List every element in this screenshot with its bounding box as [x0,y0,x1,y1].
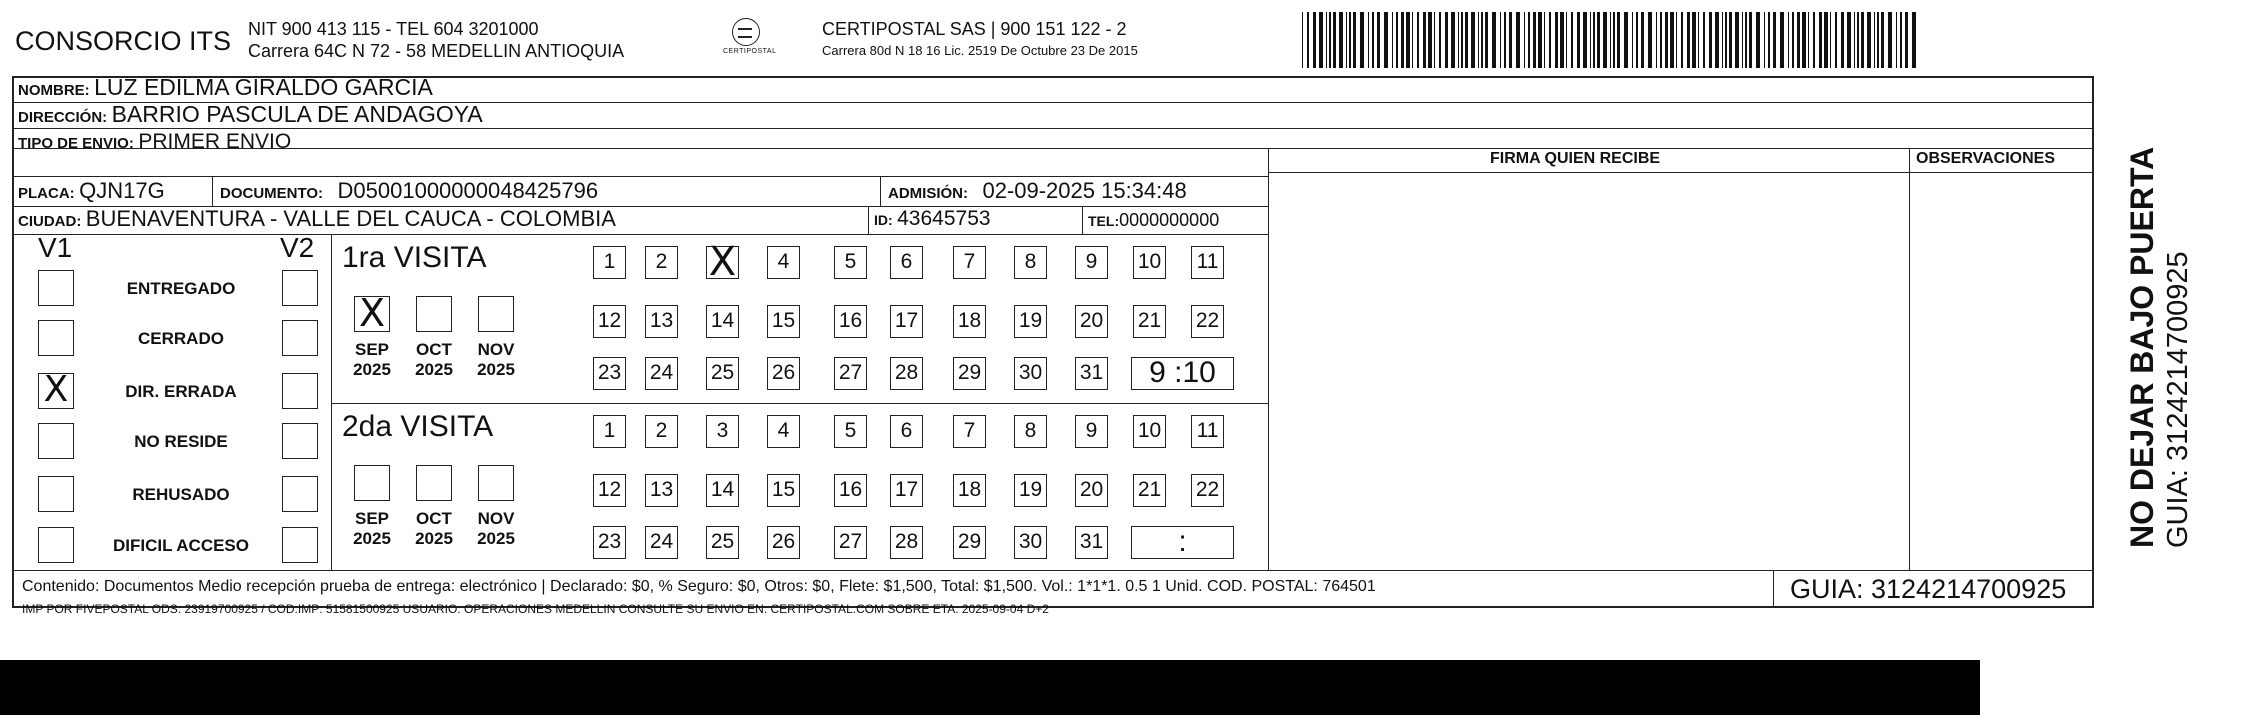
day-box[interactable]: 5 [834,246,867,279]
day-box[interactable]: 25 [706,526,739,559]
divider [12,176,1268,177]
visit-time[interactable]: 9 :10 [1131,357,1234,390]
divider [12,148,2094,149]
barcode-bar [1333,12,1336,68]
direccion-row [18,101,483,128]
v1-checkbox[interactable]: X [38,373,74,409]
day-box[interactable]: 5 [834,415,867,448]
visit-time[interactable]: : [1131,526,1234,559]
company-address: Carrera 64C N 72 - 58 MEDELLIN ANTIOQUIA [248,41,625,61]
barcode-bar [1471,12,1475,68]
day-box[interactable]: 27 [834,357,867,390]
day-box[interactable]: 31 [1075,526,1108,559]
barcode-bar [1560,12,1564,68]
day-box[interactable]: 7 [953,246,986,279]
barcode-bar [1451,12,1455,68]
v2-checkbox[interactable] [282,423,318,459]
barcode-bar [1773,12,1776,68]
day-box[interactable]: 14 [706,474,739,507]
barcode-bar [1500,12,1501,68]
barcode-bar [1485,12,1488,68]
company-info [248,18,624,62]
divider [12,570,2094,571]
month-checkbox[interactable] [416,465,452,501]
day-box[interactable]: 13 [645,305,678,338]
day-box[interactable]: 13 [645,474,678,507]
barcode-bar [1372,12,1374,68]
barcode-bar [1566,12,1567,68]
month-checkbox[interactable] [354,465,390,501]
no-dejar-bajo-puerta: NO DEJAR BAJO PUERTA [2124,146,2160,548]
divider [331,403,1268,404]
day-box[interactable]: 9 [1075,246,1108,279]
barcode-bar [1401,12,1404,68]
barcode-bar [1613,12,1615,68]
barcode-bar [1538,12,1542,68]
barcode-bar [1396,12,1398,68]
status-label: NO RESIDE [134,432,228,451]
divider [868,206,869,234]
day-box[interactable]: 25 [706,357,739,390]
placa-label: PLACA: [18,185,75,202]
documento-label: DOCUMENTO: [220,185,324,202]
barcode-bar [1735,12,1739,68]
ciudad-value: BUENAVENTURA - VALLE DEL CAUCA - COLOMBIA [85,206,616,231]
divider [880,176,881,206]
barcode-bar [1797,12,1800,68]
barcode-bar [1632,12,1633,68]
barcode-bar [1854,12,1855,68]
divider [331,234,332,570]
divider [1082,206,1083,234]
month-year: 2025 [415,360,453,379]
day-box[interactable]: 18 [953,305,986,338]
barcode-bar [1660,12,1662,68]
day-box[interactable]: 26 [767,357,800,390]
day-box[interactable]: 24 [645,357,678,390]
month-name: OCT [416,509,452,528]
admision-label: ADMISIÓN: [888,185,968,202]
barcode-bar [1353,12,1356,68]
admision-value: 02-09-2025 15:34:48 [982,178,1187,203]
day-box[interactable]: 8 [1014,246,1047,279]
day-box[interactable]: 15 [767,305,800,338]
barcode-bar [1681,12,1683,68]
side-notice [2123,147,2195,548]
barcode-bar [1830,12,1831,68]
day-box[interactable]: 19 [1014,474,1047,507]
barcode-bar [1912,12,1916,68]
id-row [874,207,991,231]
barcode-bar [1665,12,1668,68]
day-box[interactable]: 31 [1075,357,1108,390]
barcode-bar [1302,12,1303,68]
logo-icon [732,18,760,46]
barcode-bar [1905,12,1908,68]
observaciones-header: OBSERVACIONES [1916,150,2055,167]
visit-title: 2da VISITA [342,410,494,443]
barcode-bar [1307,12,1309,68]
barcode-bar [1571,12,1573,68]
nombre-row [18,74,433,101]
nombre-value: LUZ EDILMA GIRALDO GARCIA [94,74,433,100]
barcode-bar [1692,12,1696,68]
month-checkbox[interactable]: X [354,296,390,332]
barcode-bar [1326,12,1327,68]
barcode-bar [1461,12,1463,68]
barcode-bar [1715,12,1719,68]
barcode-bar [1764,12,1765,68]
month-year: 2025 [415,529,453,548]
ciudad-row [18,206,616,232]
nit-line: NIT 900 413 115 - TEL 604 3201000 [248,19,539,39]
barcode-bar [1516,12,1520,68]
divider [12,234,1268,235]
barcode-bar [1857,12,1859,68]
barcode-bar [1867,12,1871,68]
day-box[interactable]: 14 [706,305,739,338]
barcode-bar [1709,12,1712,68]
form-outline [12,76,2094,608]
divider [12,128,2094,129]
tel-value: 0000000000 [1119,210,1220,230]
barcode-bar [1847,12,1851,68]
status-label: REHUSADO [132,485,230,504]
day-box[interactable]: 1 [593,415,626,448]
placa-value: QJN17G [79,178,165,203]
month-year: 2025 [353,360,391,379]
day-box[interactable]: 8 [1014,415,1047,448]
barcode-bar [1428,12,1432,68]
tel-row [1088,210,1219,231]
logo-text: CERTIPOSTAL [723,48,777,55]
day-box[interactable]: 22 [1191,305,1224,338]
v2-label: V2 [280,232,315,263]
impresion-line: IMP POR FIVEPOSTAL ODS: 23919700925 / COD.IMP: 51581500925 USUARIO: OPERACIONES MEDELLIN CONSULTE SU ENVIO EN: CERTIPOSTAL.COM SOBRE ETA: 2025-09-04 D+2 [22,602,1049,616]
day-box[interactable]: 10 [1133,246,1166,279]
barcode-bar [1481,12,1483,68]
barcode-bar [1610,12,1611,68]
barcode-bar [1725,12,1727,68]
day-box[interactable]: 28 [890,357,923,390]
day-box[interactable]: 20 [1075,305,1108,338]
day-box[interactable]: 11 [1191,415,1224,448]
divider [1909,148,1910,570]
v2-checkbox[interactable] [282,476,318,512]
month-year: 2025 [477,529,515,548]
barcode-bar [1729,12,1732,68]
barcode-bar [1313,12,1316,68]
day-box[interactable]: 17 [890,474,923,507]
day-box[interactable]: 9 [1075,415,1108,448]
tel-label: TEL: [1088,213,1120,229]
v1-checkbox[interactable] [38,476,74,512]
barcode-bar [1742,12,1743,68]
day-box[interactable]: 12 [593,474,626,507]
day-box[interactable]: 4 [767,415,800,448]
day-box[interactable]: 6 [890,246,923,279]
day-box[interactable]: 1 [593,246,626,279]
status-label: CERRADO [138,329,224,348]
barcode-bar [1698,12,1699,68]
barcode-bar [1504,12,1506,68]
barcode-bar [1577,12,1580,68]
side-guia: GUIA: 3124214700925 [2162,251,2194,548]
barcode-bar [1874,12,1875,68]
barcode-bar [1636,12,1638,68]
tipo-envio-label: TIPO DE ENVIO: [18,135,134,152]
day-box[interactable]: 18 [953,474,986,507]
divider [1268,148,1269,570]
day-box[interactable]: 7 [953,415,986,448]
guia-number: GUIA: 3124214700925 [1790,574,2067,604]
barcode-bar [1555,12,1558,68]
barcode-bar [1439,12,1441,68]
barcode-bar [1509,12,1512,68]
barcode-bar [1835,12,1837,68]
admision-row [888,178,1187,204]
barcode-bar [1417,12,1419,68]
barcode-bar [1780,12,1784,68]
day-box[interactable]: 4 [767,246,800,279]
barcode-bar [1881,12,1884,68]
barcode-bar [1360,12,1364,68]
barcode-bar [1368,12,1369,68]
barcode-bar [1788,12,1789,68]
barcode-bar [1722,12,1723,68]
day-box[interactable]: 20 [1075,474,1108,507]
barcode-bar [1583,12,1587,68]
month-checkbox[interactable] [478,296,514,332]
status-label: DIFICIL ACCESO [112,536,249,555]
barcode-bar [1478,12,1479,68]
month-name: NOV [477,340,515,359]
day-box[interactable]: 19 [1014,305,1047,338]
nombre-label: NOMBRE: [18,82,90,99]
barcode-bar [1745,12,1747,68]
day-box[interactable]: 12 [593,305,626,338]
v1-checkbox[interactable] [38,423,74,459]
day-box[interactable]: 6 [890,415,923,448]
day-box[interactable]: 26 [767,526,800,559]
barcode [1300,12,1920,68]
barcode-bar [1377,12,1380,68]
direccion-value: BARRIO PASCULA DE ANDAGOYA [111,101,483,127]
barcode-bar [1813,12,1815,68]
barcode-bar [1465,12,1468,68]
documento-row [220,178,598,204]
day-box[interactable]: 28 [890,526,923,559]
barcode-bar [1819,12,1822,68]
month-name: SEP [354,509,390,528]
barcode-bar [1900,12,1902,68]
visit-title: 1ra VISITA [342,241,487,274]
month-name: NOV [477,509,515,528]
barcode-bar [1590,12,1591,68]
day-box[interactable]: 29 [953,357,986,390]
barcode-bar [1412,12,1413,68]
barcode-bar [1768,12,1770,68]
barcode-bar [1656,12,1657,68]
id-label: ID: [874,212,893,228]
divider [212,176,213,206]
v1-checkbox[interactable] [38,527,74,563]
barcode-bar [1861,12,1864,68]
day-box[interactable]: 23 [593,357,626,390]
divider [1268,172,2094,173]
barcode-bar [1641,12,1644,68]
barcode-bar [1597,12,1600,68]
firma-header: FIRMA QUIEN RECIBE [1490,150,1661,167]
day-box[interactable]: 22 [1191,474,1224,507]
barcode-bar [1824,12,1828,68]
barcode-bar [1329,12,1331,68]
certipostal-logo [723,18,777,60]
month-year: 2025 [477,360,515,379]
v1-checkbox[interactable] [38,320,74,356]
tipo-envio-value: PRIMER ENVIO [138,130,292,153]
barcode-bar [1339,12,1343,68]
barcode-bar [1896,12,1897,68]
barcode-bar [1792,12,1794,68]
v2-checkbox[interactable] [282,320,318,356]
day-box[interactable]: 15 [767,474,800,507]
bottom-edge-bar [0,660,1980,715]
ciudad-label: CIUDAD: [18,213,82,230]
status-label: DIR. ERRADA [125,382,237,401]
barcode-bar [1756,12,1760,68]
barcode-bar [1703,12,1705,68]
barcode-bar [1676,12,1677,68]
documento-value: D05001000000048425796 [337,178,599,203]
day-box[interactable]: 17 [890,305,923,338]
barcode-bar [1434,12,1435,68]
day-box[interactable]: 3 [706,415,739,448]
barcode-bar [1406,12,1410,68]
month-checkbox[interactable] [416,296,452,332]
day-box[interactable]: 23 [593,526,626,559]
carrier-info [822,18,1138,62]
barcode-bar [1687,12,1690,68]
barcode-bar [1648,12,1652,68]
day-box[interactable]: 21 [1133,305,1166,338]
day-box[interactable]: 27 [834,526,867,559]
contenido-line: Contenido: Documentos Medio recepción prueba de entrega: electrónico | Declarado: $0, % Seguro: $0, Otros: $0, Flete: $1,500, Total: $1,500. Vol.: 1*1*1. 0.5 1 Unid. COD. POSTAL: 764501 [22,578,1376,595]
direccion-label: DIRECCIÓN: [18,109,108,126]
barcode-bar [1384,12,1388,68]
barcode-bar [1624,12,1628,68]
month-name: OCT [416,340,452,359]
barcode-bar [1319,12,1323,68]
day-box[interactable]: 30 [1014,526,1047,559]
v1-checkbox[interactable] [38,270,74,306]
barcode-bar [1349,12,1351,68]
barcode-bar [1888,12,1892,68]
barcode-bar [1445,12,1448,68]
day-box[interactable]: 16 [834,305,867,338]
day-box[interactable]: 24 [645,526,678,559]
v1-label: V1 [38,232,73,263]
barcode-bar [1544,12,1545,68]
barcode-bar [1877,12,1879,68]
barcode-bar [1670,12,1674,68]
day-box[interactable]: 29 [953,526,986,559]
day-box[interactable]: 16 [834,474,867,507]
v2-checkbox[interactable] [282,270,318,306]
day-box[interactable]: 11 [1191,246,1224,279]
day-box[interactable]: 21 [1133,474,1166,507]
month-year: 2025 [353,529,391,548]
month-checkbox[interactable] [478,465,514,501]
placa-row [18,178,165,204]
barcode-bar [1533,12,1536,68]
barcode-bar [1749,12,1752,68]
barcode-bar [1603,12,1607,68]
barcode-bar [1458,12,1459,68]
carrier-license: Carrera 80d N 18 16 Lic. 2519 De Octubre 23 De 2015 [822,43,1138,58]
barcode-bar [1346,12,1347,68]
carrier-line: CERTIPOSTAL SAS | 900 151 122 - 2 [822,19,1127,39]
barcode-bar [1802,12,1806,68]
day-box[interactable]: 30 [1014,357,1047,390]
day-box[interactable]: 2 [645,246,678,279]
barcode-bar [1528,12,1530,68]
barcode-bar [1593,12,1595,68]
barcode-bar [1392,12,1393,68]
tipo-envio-row [18,130,291,154]
barcode-bar [1841,12,1844,68]
brand-name: CONSORCIO ITS [15,26,232,56]
barcode-bar [1423,12,1426,68]
barcode-bar [1549,12,1551,68]
month-name: SEP [354,340,390,359]
status-label: ENTREGADO [126,279,236,298]
v2-checkbox[interactable] [282,373,318,409]
day-box[interactable]: X [706,246,739,279]
barcode-bar [1808,12,1809,68]
id-value: 43645753 [897,207,991,230]
barcode-bar [1524,12,1525,68]
day-box[interactable]: 2 [645,415,678,448]
barcode-bar [1492,12,1496,68]
v2-checkbox[interactable] [282,527,318,563]
divider [1773,570,1774,608]
barcode-bar [1617,12,1620,68]
day-box[interactable]: 10 [1133,415,1166,448]
